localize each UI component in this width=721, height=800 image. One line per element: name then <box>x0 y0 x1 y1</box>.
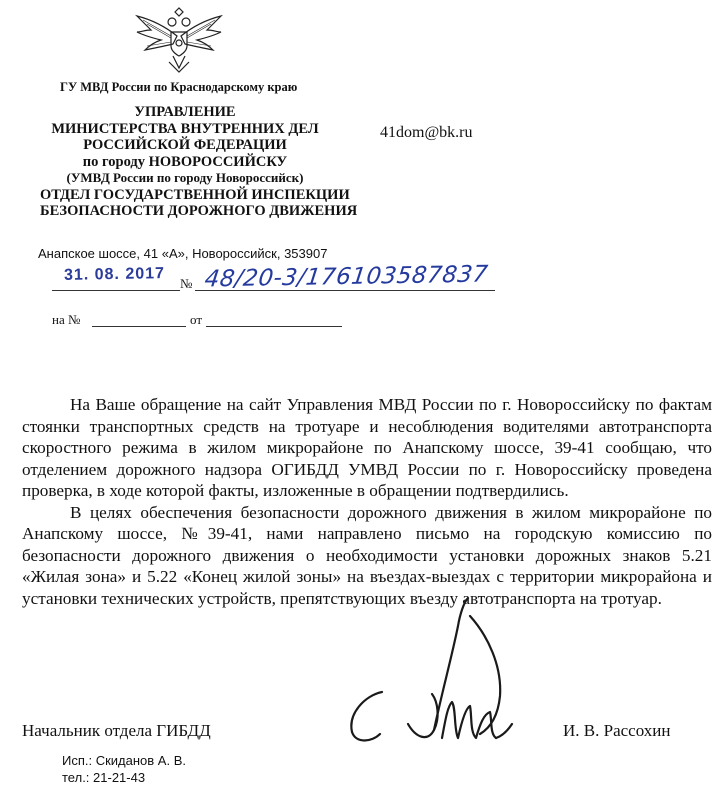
signer-title: Начальник отдела ГИБДД <box>22 721 211 740</box>
signer-name: И. В. Рассохин <box>563 721 671 740</box>
recipient-email: 41dom@bk.ru <box>380 124 473 141</box>
department-line: МИНИСТЕРСТВА ВНУТРЕННИХ ДЕЛ <box>51 120 319 137</box>
department-line: (УМВД России по городу Новороссийск) <box>66 170 304 185</box>
number-label: № <box>180 276 193 291</box>
department-header <box>40 104 358 220</box>
reference-date-underline <box>206 326 342 327</box>
handwritten-signature <box>330 596 520 766</box>
body-paragraph: В целях обеспечения безопасности дорожного движения в жилом микрорайоне по Анапскому шоссе, №39-41, нами направлено письмо на городскую комиссию по безопасности дорожного движения о необходимости установки дорожных знаков 5.21 «Жилая зона» и 5.22 «Конец жилой зоны» на въездах-выездах с территории микрорайона и установки технических устройств, препятствующих въезду автотранспорта на тротуар. <box>22 502 712 608</box>
reference-number-label: на № <box>52 312 81 327</box>
agency-regional-name: ГУ МВД России по Краснодарскому краю <box>60 80 298 94</box>
department-line: по городу НОВОРОССИЙСКУ <box>82 153 288 170</box>
department-line: РОССИЙСКОЙ ФЕДЕРАЦИИ <box>83 137 287 153</box>
department-line: УПРАВЛЕНИЕ <box>134 104 236 120</box>
department-address: Анапское шоссе, 41 «А», Новороссийск, 353907 <box>38 246 328 261</box>
registration-number: 48/20-3/176103587837 <box>203 261 490 293</box>
executor-name: Исп.: Скиданов А. В. <box>62 753 186 768</box>
body-paragraph: На Ваше обращение на сайт Управления МВД России по г. Новороссийску по фактам стоянки транспортных средств на тротуаре и несоблюдения водителями автотранспорта скоростного режима в жилом микрорайоне по Анапскому шоссе, 39-41 сообщаю, что отделением дорожного надзора ОГИБДД УМВД России по г. Новороссийску проведена проверка, в ходе которой факты, изложенные в обращении подтвердились. <box>22 395 712 500</box>
letter-body <box>22 394 712 609</box>
date-underline <box>52 290 180 291</box>
department-line: ОТДЕЛ ГОСУДАРСТВЕННОЙ ИНСПЕКЦИИ <box>40 186 350 203</box>
reference-date-label: от <box>190 312 203 327</box>
reference-number-underline <box>92 326 186 327</box>
executor-phone: тел.: 21-21-43 <box>62 770 146 785</box>
executor-info <box>62 752 186 786</box>
eagle-emblem-icon <box>133 6 225 76</box>
department-line: БЕЗОПАСНОСТИ ДОРОЖНОГО ДВИЖЕНИЯ <box>40 203 358 219</box>
date-stamp: 31. 08. 2017 <box>63 265 166 284</box>
